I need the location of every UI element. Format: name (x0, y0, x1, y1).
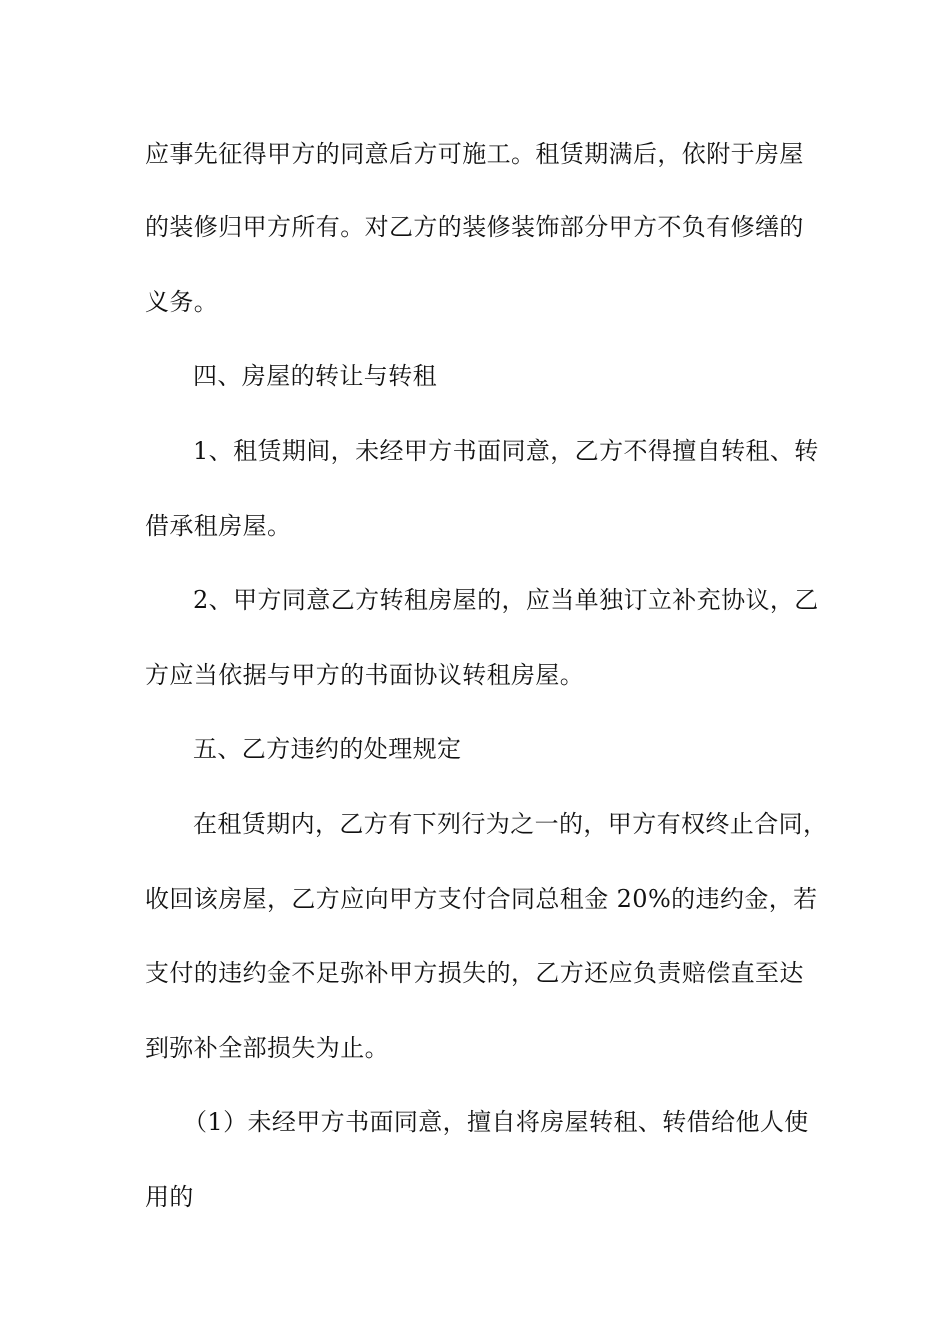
text-line-15: 用的 (145, 1183, 194, 1211)
text-line-8: 方应当依据与甲方的书面协议转租房屋。 (145, 661, 585, 689)
text-line-5: 1、租赁期间，未经甲方书面同意，乙方不得擅自转租、转 (193, 437, 819, 465)
section-heading-5: 五、乙方违约的处理规定 (193, 735, 462, 763)
text-line-3: 义务。 (145, 288, 219, 316)
text-line-1: 应事先征得甲方的同意后方可施工。租赁期满后，依附于房屋 (145, 140, 804, 168)
text-line-13: 到弥补全部损失为止。 (145, 1034, 389, 1062)
text-line-10: 在租赁期内，乙方有下列行为之一的，甲方有权终止合同， (193, 810, 828, 838)
text-line-2: 的装修归甲方所有。对乙方的装修装饰部分甲方不负有修缮的 (145, 213, 804, 241)
text-line-7: 2、甲方同意乙方转租房屋的，应当单独订立补充协议，乙 (193, 586, 819, 614)
text-line-12: 支付的违约金不足弥补甲方损失的，乙方还应负责赔偿直至达 (145, 959, 804, 987)
text-line-6: 借承租房屋。 (145, 512, 292, 540)
text-line-11: 收回该房屋，乙方应向甲方支付合同总租金 20%的违约金，若 (145, 885, 818, 913)
section-heading-4: 四、房屋的转让与转租 (193, 362, 437, 390)
text-line-14: （1）未经甲方书面同意，擅自将房屋转租、转借给他人使 (183, 1108, 809, 1136)
